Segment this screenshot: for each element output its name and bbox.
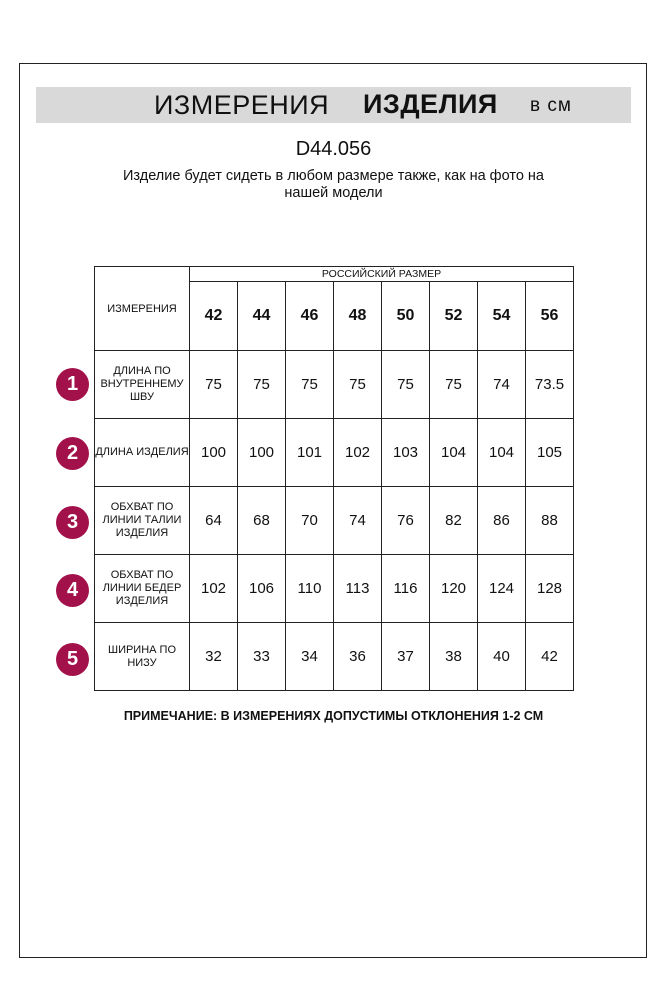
title-unit: в см: [530, 95, 572, 116]
table-cell: 75: [286, 351, 334, 419]
table-cell: 75: [190, 351, 238, 419]
table-cell: 102: [190, 555, 238, 623]
table-cell: 32: [190, 623, 238, 691]
table-cell: 40: [478, 623, 526, 691]
table-cell: 100: [190, 419, 238, 487]
row-number-badge: 2: [56, 437, 89, 470]
table-cell: 116: [382, 555, 430, 623]
table-cell: 75: [334, 351, 382, 419]
table-cell: 104: [478, 419, 526, 487]
table-cell: 103: [382, 419, 430, 487]
table-cell: 100: [238, 419, 286, 487]
size-header: 52: [430, 282, 478, 351]
row-label: ОБХВАТ ПО ЛИНИИ БЕДЕР ИЗДЕЛИЯ: [95, 555, 190, 623]
row-number-badge: 3: [56, 506, 89, 539]
row-number-badge: 5: [56, 643, 89, 676]
title-product: ИЗДЕЛИЯ: [363, 89, 498, 119]
size-header: 42: [190, 282, 238, 351]
table-row: [95, 419, 574, 487]
table-cell: 106: [238, 555, 286, 623]
table-row: [95, 487, 574, 555]
table-cell: 73.5: [526, 351, 574, 419]
table-cell: 74: [478, 351, 526, 419]
corner-label: ИЗМЕРЕНИЯ: [95, 267, 190, 351]
size-header: 50: [382, 282, 430, 351]
table-cell: 105: [526, 419, 574, 487]
table-cell: 68: [238, 487, 286, 555]
table-row: [95, 351, 574, 419]
row-number-badge: 1: [56, 368, 89, 401]
table-cell: 82: [430, 487, 478, 555]
row-label: ОБХВАТ ПО ЛИНИИ ТАЛИИ ИЗДЕЛИЯ: [95, 487, 190, 555]
size-header: 54: [478, 282, 526, 351]
table-cell: 101: [286, 419, 334, 487]
row-label: ДЛИНА ИЗДЕЛИЯ: [95, 419, 190, 487]
table-cell: 128: [526, 555, 574, 623]
row-label: ДЛИНА ПО ВНУТРЕННЕМУ ШВУ: [95, 351, 190, 419]
size-header: 44: [238, 282, 286, 351]
table-row: [95, 623, 574, 691]
table-cell: 33: [238, 623, 286, 691]
table-cell: 102: [334, 419, 382, 487]
table-cell: 64: [190, 487, 238, 555]
article-code: D44.056: [295, 138, 372, 160]
table-cell: 110: [286, 555, 334, 623]
row-label: ШИРИНА ПО НИЗУ: [95, 623, 190, 691]
table-cell: 75: [430, 351, 478, 419]
table-cell: 34: [286, 623, 334, 691]
table-cell: 70: [286, 487, 334, 555]
table-cell: 120: [430, 555, 478, 623]
table-cell: 104: [430, 419, 478, 487]
table-cell: 124: [478, 555, 526, 623]
table-cell: 42: [526, 623, 574, 691]
table-cell: 38: [430, 623, 478, 691]
fit-note: Изделие будет сидеть в любом размере также, как на фото на нашей модели: [123, 168, 544, 201]
table-cell: 75: [382, 351, 430, 419]
row-number-badge: 4: [56, 574, 89, 607]
title-measure: ИЗМЕРЕНИЯ: [154, 90, 330, 120]
table-row: [95, 555, 574, 623]
table-cell: 75: [238, 351, 286, 419]
table-cell: 86: [478, 487, 526, 555]
size-header: 46: [286, 282, 334, 351]
table-cell: 88: [526, 487, 574, 555]
tolerance-note: ПРИМЕЧАНИЕ: В ИЗМЕРЕНИЯХ ДОПУСТИМЫ ОТКЛОНЕНИЯ 1-2 СМ: [123, 709, 544, 723]
table-cell: 113: [334, 555, 382, 623]
size-header: 48: [334, 282, 382, 351]
size-header: 56: [526, 282, 574, 351]
size-table: [94, 266, 574, 691]
table-cell: 76: [382, 487, 430, 555]
table-cell: 37: [382, 623, 430, 691]
table-cell: 74: [334, 487, 382, 555]
table-cell: 36: [334, 623, 382, 691]
size-group-label: РОССИЙСКИЙ РАЗМЕР: [190, 267, 574, 282]
